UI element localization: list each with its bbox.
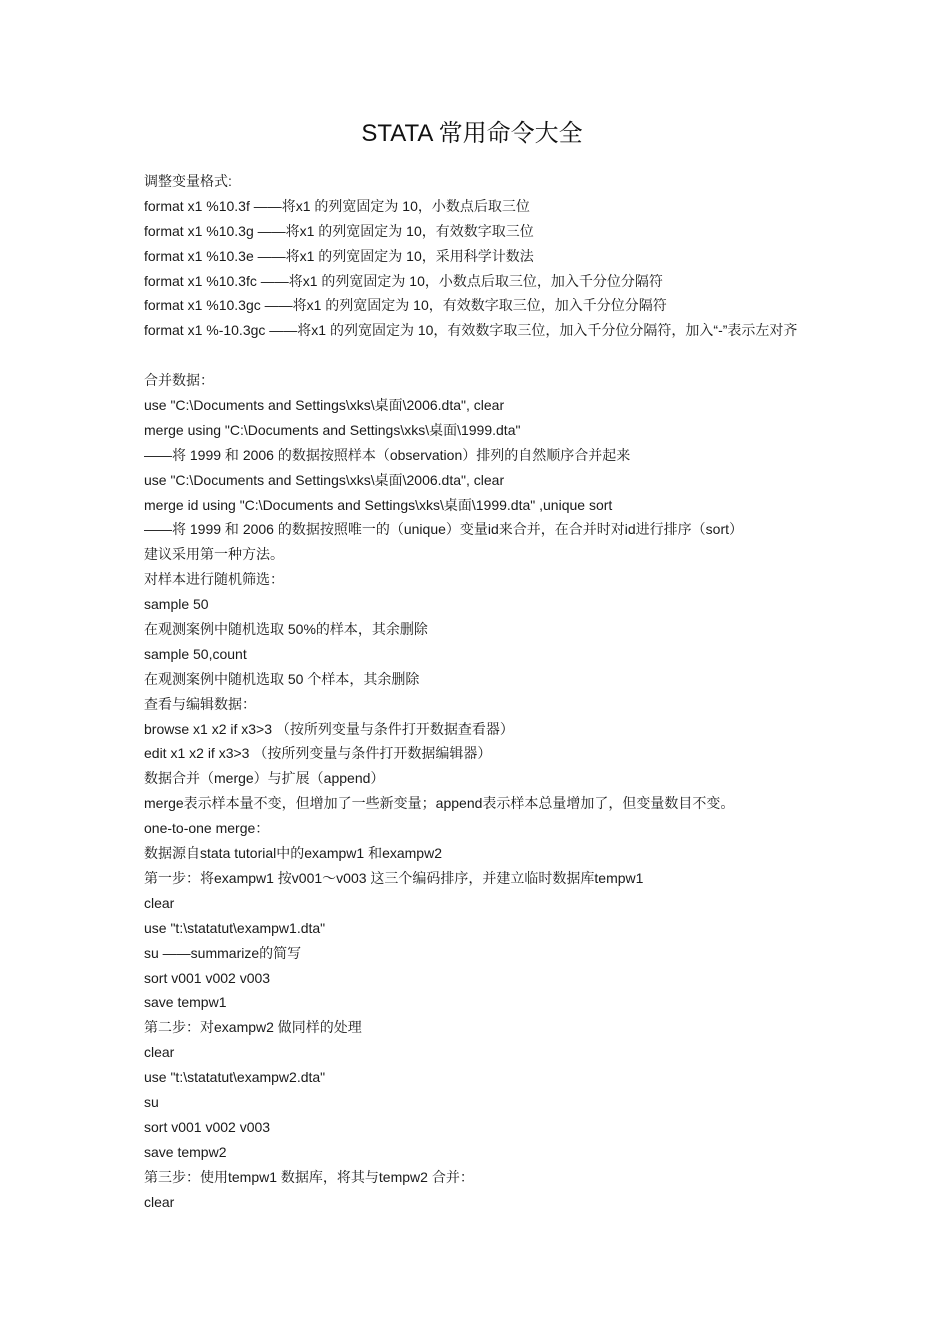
text-line: sort v001 v002 v003 [144, 969, 271, 986]
text-line: use "C:\Documents and Settings\xks\桌面\2006.dta", clear [144, 397, 505, 414]
text-line: 在观测案例中随机选取 50 个样本，其余删除 [144, 670, 420, 687]
text-line: 查看与编辑数据： [144, 695, 256, 712]
text-line: ——将 1999 和 2006 的数据按照样本（observation）排列的自然顺序合并起来 [144, 446, 631, 463]
text-line: save tempw2 [144, 1143, 227, 1160]
text-line: clear [144, 1193, 175, 1210]
document-body [144, 169, 934, 1214]
text-line: su ——summarize的简写 [144, 944, 302, 961]
text-line: 数据合并（merge）与扩展（append） [144, 770, 385, 787]
text-line: use "C:\Documents and Settings\xks\桌面\2006.dta", clear [144, 471, 505, 488]
page-title: STATA 常用命令大全 [361, 120, 583, 147]
text-line: one-to-one merge： [144, 820, 270, 837]
text-line: clear [144, 1044, 175, 1061]
text-line: 数据源自stata tutorial中的exampw1 和exampw2 [144, 845, 442, 862]
text-line: browse x1 x2 if x3>3 （按所列变量与条件打开数据查看器） [144, 720, 514, 737]
text-line: 在观测案例中随机选取 50%的样本，其余删除 [144, 621, 428, 638]
text-line: 合并数据： [144, 372, 214, 389]
text-line: 第二步：对exampw2 做同样的处理 [144, 1019, 362, 1036]
text-line: merge using "C:\Documents and Settings\xks\桌面\1999.dta" [144, 421, 521, 438]
text-line: format x1 %10.3f ——将x1 的列宽固定为 10，小数点后取三位 [144, 197, 530, 214]
text-line: format x1 %10.3e ——将x1 的列宽固定为 10，采用科学计数法 [144, 247, 534, 264]
text-line: clear [144, 894, 175, 911]
text-line: sample 50 [144, 596, 209, 613]
text-line: sample 50,count [144, 645, 247, 662]
text-line: su [144, 1093, 159, 1110]
text-line: edit x1 x2 if x3>3 （按所列变量与条件打开数据编辑器） [144, 745, 492, 762]
text-line: 建议采用第一种方法。 [144, 546, 284, 563]
text-line: merge id using "C:\Documents and Settings\xks\桌面\1999.dta" ,unique sort [144, 496, 613, 513]
text-line: format x1 %10.3g ——将x1 的列宽固定为 10，有效数字取三位 [144, 222, 534, 239]
blank-line [144, 343, 934, 368]
text-line: use "t:\statatut\exampw1.dta" [144, 919, 326, 936]
text-line: use "t:\statatut\exampw2.dta" [144, 1069, 326, 1086]
text-line: format x1 %-10.3gc ——将x1 的列宽固定为 10，有效数字取三位，加入千分位分隔符，加入“-”表示左对齐 [144, 322, 798, 339]
text-line: 第三步：使用tempw1 数据库，将其与tempw2 合并： [144, 1168, 474, 1185]
text-line: format x1 %10.3fc ——将x1 的列宽固定为 10，小数点后取三位，加入千分位分隔符 [144, 272, 663, 289]
text-line: 调整变量格式: [144, 173, 232, 189]
text-line: merge表示样本量不变，但增加了一些新变量；append表示样本总量增加了，但变量数目不变。 [144, 795, 735, 812]
text-line: ——将 1999 和 2006 的数据按照唯一的（unique）变量id来合并，在合并时对id进行排序（sort） [144, 521, 744, 538]
text-line: format x1 %10.3gc ——将x1 的列宽固定为 10，有效数字取三位，加入千分位分隔符 [144, 297, 667, 314]
text-line: save tempw1 [144, 994, 227, 1011]
text-line: 对样本进行随机筛选： [144, 571, 284, 588]
text-line: 第一步：将exampw1 按v001～v003 这三个编码排序，并建立临时数据库tempw1 [144, 869, 644, 886]
text-line: sort v001 v002 v003 [144, 1118, 271, 1135]
